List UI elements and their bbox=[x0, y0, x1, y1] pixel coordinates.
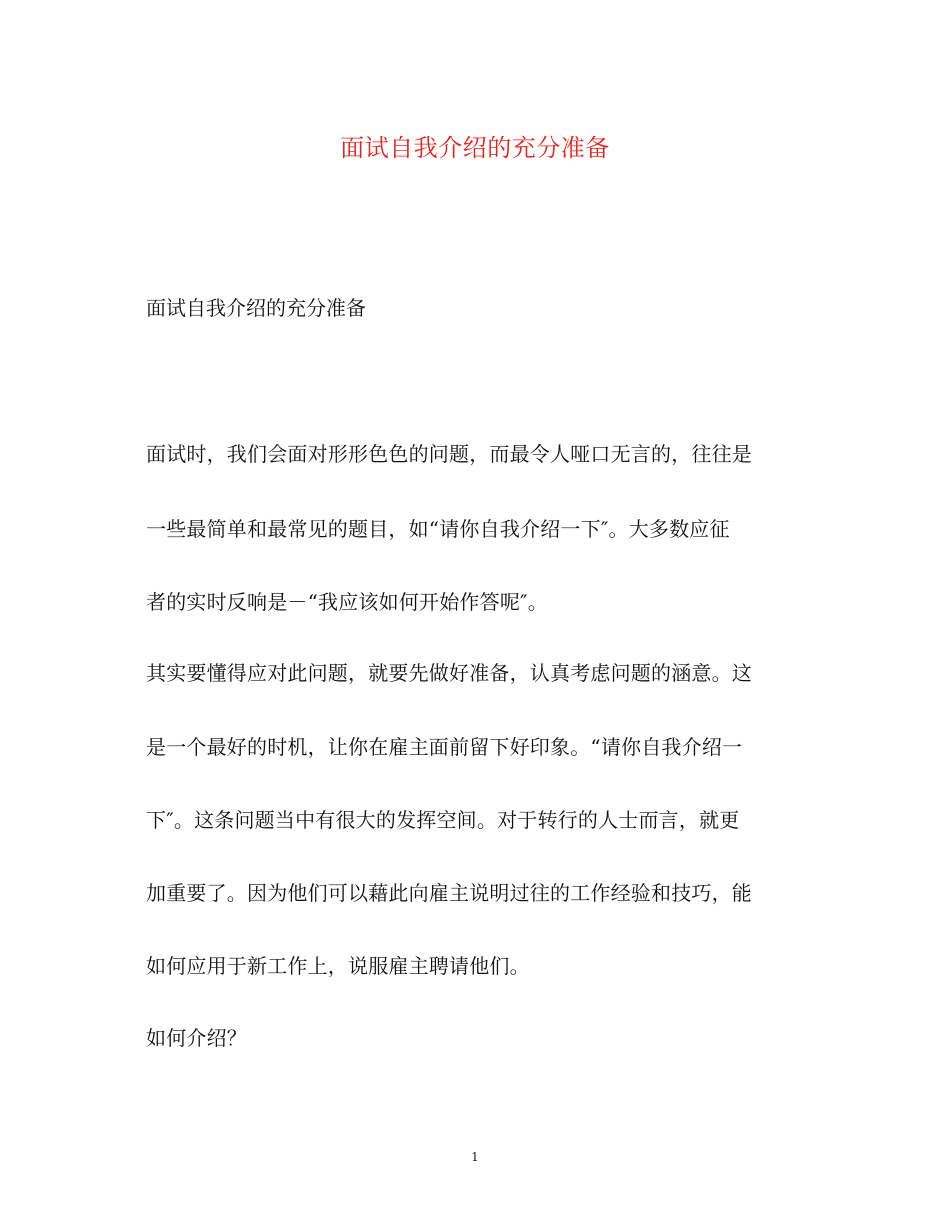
paragraph-line: 面试时，我们会面对形形色色的问题，而最令人哑口无言的，往往是 bbox=[146, 442, 752, 466]
document-title: 面试自我介绍的充分准备 bbox=[340, 134, 610, 162]
document-subtitle: 面试自我介绍的充分准备 bbox=[146, 296, 366, 320]
paragraph-line: 其实要懂得应对此问题，就要先做好准备，认真考虑问题的涵意。这 bbox=[146, 661, 752, 685]
paragraph-line: 者的实时反响是－“我应该如何开始作答呢″。 bbox=[146, 590, 548, 614]
paragraph-line: 如何应用于新工作上，说服雇主聘请他们。 bbox=[146, 954, 530, 978]
section-heading: 如何介绍？ bbox=[146, 1026, 247, 1050]
paragraph-line: 加重要了。因为他们可以藉此向雇主说明过往的工作经验和技巧，能 bbox=[146, 881, 752, 905]
paragraph-line: 是一个最好的时机，让你在雇主面前留下好印象。“请你自我介绍一 bbox=[146, 735, 743, 759]
paragraph-line: 一些最简单和最常见的题目，如“请你自我介绍一下″。大多数应征 bbox=[146, 517, 730, 541]
paragraph-line: 下″。这条问题当中有很大的发挥空间。对于转行的人士而言，就更 bbox=[146, 808, 740, 832]
page-number: 1 bbox=[471, 1150, 479, 1164]
